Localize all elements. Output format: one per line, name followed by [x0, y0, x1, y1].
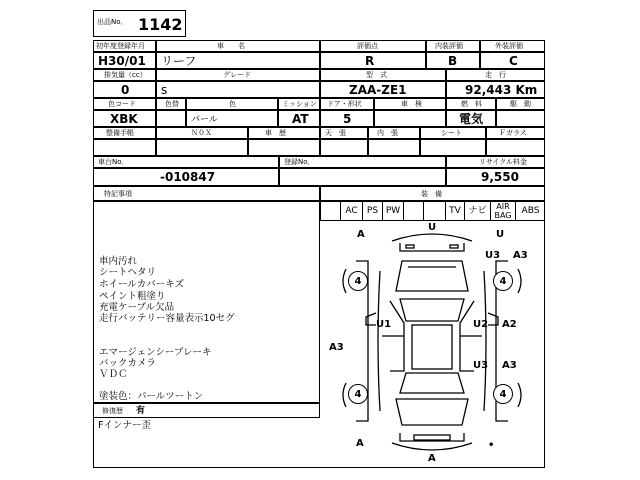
- car-name-value: リーフ: [156, 52, 320, 69]
- first-reg-value: H30/01: [93, 52, 156, 69]
- mission-value: AT: [278, 110, 320, 127]
- remark-line-2: シートヘタリ: [99, 267, 157, 278]
- row4-label-fglass: Ｆガラス: [486, 127, 545, 139]
- color-value: パール: [186, 110, 278, 127]
- repair-label: 修復歴: [102, 407, 123, 415]
- equip-ps: PS: [362, 201, 382, 221]
- row3-label-colorcode: 色コード: [93, 98, 156, 110]
- row3-label-color: 色: [186, 98, 278, 110]
- row2-label-model: 型 式: [320, 69, 446, 81]
- model-value: ZAA-ZE1: [320, 81, 446, 98]
- equip-airbag: AIR BAG: [490, 201, 515, 221]
- row1-label-firstreg: 初年度登録年月: [93, 40, 156, 52]
- lot-label: 出品No．: [97, 18, 128, 26]
- score-value: R: [320, 52, 426, 69]
- fuel-value: 電気: [446, 110, 496, 127]
- row4-label-nox: Ｎ０Ｘ: [156, 127, 248, 139]
- lot-number: 1142: [138, 15, 183, 34]
- remark-line-4: ペイント粗塗り: [99, 291, 166, 302]
- damage-mark: A2: [502, 319, 517, 330]
- remark-line-7: エマージェンシーブレーキ: [99, 347, 212, 358]
- nox-value: [156, 139, 248, 156]
- row1-label-exterior: 外装評価: [480, 40, 545, 52]
- displacement-value: 0: [93, 81, 156, 98]
- row4-label-interior-trim: 内 張: [368, 127, 420, 139]
- damage-mark: A3: [329, 342, 344, 353]
- equipment-header: 装 備: [320, 186, 545, 201]
- row4-label-history: 車 歴: [248, 127, 320, 139]
- paint-note: 塗装色：パールツートン: [99, 391, 204, 402]
- damage-mark: U3: [485, 250, 501, 261]
- damage-mark: •: [488, 440, 495, 451]
- roof-value: [320, 139, 368, 156]
- color-change-value: [156, 110, 186, 127]
- remark-line-9: ＶＤＣ: [99, 369, 128, 380]
- repair-note: Fインナー歪: [98, 420, 151, 431]
- mileage-value: 92,443 Km: [446, 81, 545, 98]
- recycle-value: 9,550: [446, 168, 545, 186]
- remark-line-8: バックカメラ: [99, 358, 157, 369]
- chassis-label-cell: 車台No．: [93, 156, 279, 168]
- row4-label-roof: 天 張: [320, 127, 368, 139]
- remark-line-5: 充電ケーブル欠品: [99, 302, 175, 313]
- row2-label-grade: グレード: [156, 69, 320, 81]
- damage-mark: U1: [376, 319, 392, 330]
- interior-value: B: [426, 52, 480, 69]
- wheel-rear-right: 4: [493, 384, 513, 404]
- row4-label-manual: 整備手帳: [93, 127, 156, 139]
- equip-blank-2: [423, 201, 445, 221]
- damage-mark: U: [428, 222, 437, 233]
- color-code-value: XBK: [93, 110, 156, 127]
- row1-label-carname: 車 名: [156, 40, 320, 52]
- wheel-rear-left: 4: [348, 384, 368, 404]
- damage-mark: A: [428, 453, 436, 464]
- row3-label-mission: ミッション: [278, 98, 320, 110]
- fglass-value: [486, 139, 545, 156]
- seat-value: [420, 139, 486, 156]
- damage-mark: A3: [502, 360, 517, 371]
- row2-label-displacement: 排気量（cc）: [93, 69, 156, 81]
- repair-value: 有: [136, 406, 146, 416]
- row3-label-inspection: 車 検: [374, 98, 446, 110]
- repair-row: [93, 403, 320, 418]
- recycle-label-cell: リサイクル料金: [446, 156, 545, 168]
- row3-label-doors: ドア・形状: [320, 98, 374, 110]
- remark-line-6: 走行バッテリー容量表示10セグ: [99, 313, 235, 324]
- chassis-value: -010847: [93, 168, 279, 186]
- history-value: [248, 139, 320, 156]
- damage-mark: A: [356, 438, 364, 449]
- remarks-header: 特記事項: [93, 186, 320, 201]
- equip-blank-1: [403, 201, 423, 221]
- regno-value: [279, 168, 446, 186]
- doors-value: 5: [320, 110, 374, 127]
- inspection-value: [374, 110, 446, 127]
- row2-label-mileage: 走 行: [446, 69, 545, 81]
- remark-line-3: ホイールカバーキズ: [99, 279, 185, 290]
- damage-mark: U2: [473, 319, 489, 330]
- row3-label-colorchange: 色替: [156, 98, 186, 110]
- drive-value: [496, 110, 545, 127]
- equip-ac: AC: [340, 201, 362, 221]
- row3-label-drive: 駆 動: [496, 98, 545, 110]
- equip-pw: PW: [382, 201, 403, 221]
- equip-tv: TV: [445, 201, 464, 221]
- wheel-front-left: 4: [348, 271, 368, 291]
- damage-mark: U3: [473, 360, 489, 371]
- exterior-value: C: [480, 52, 545, 69]
- regno-label-cell: 登録No．: [279, 156, 446, 168]
- wheel-front-right: 4: [493, 271, 513, 291]
- lot-number-box: [93, 10, 186, 37]
- row3-label-fuel: 燃 料: [446, 98, 496, 110]
- damage-mark: A3: [513, 250, 528, 261]
- interior-trim-value: [368, 139, 420, 156]
- manual-value: [93, 139, 156, 156]
- damage-mark: U: [496, 229, 505, 240]
- row4-label-seat: シート: [420, 127, 486, 139]
- row1-label-score: 評価点: [320, 40, 426, 52]
- equip-navi: ナビ: [464, 201, 490, 221]
- damage-mark: A: [357, 229, 365, 240]
- grade-value: s: [156, 81, 320, 98]
- equip-abs: ABS: [515, 201, 545, 221]
- row1-label-interior: 内装評価: [426, 40, 480, 52]
- remark-line-1: 車内汚れ: [99, 256, 138, 267]
- car-diagram: [320, 221, 545, 468]
